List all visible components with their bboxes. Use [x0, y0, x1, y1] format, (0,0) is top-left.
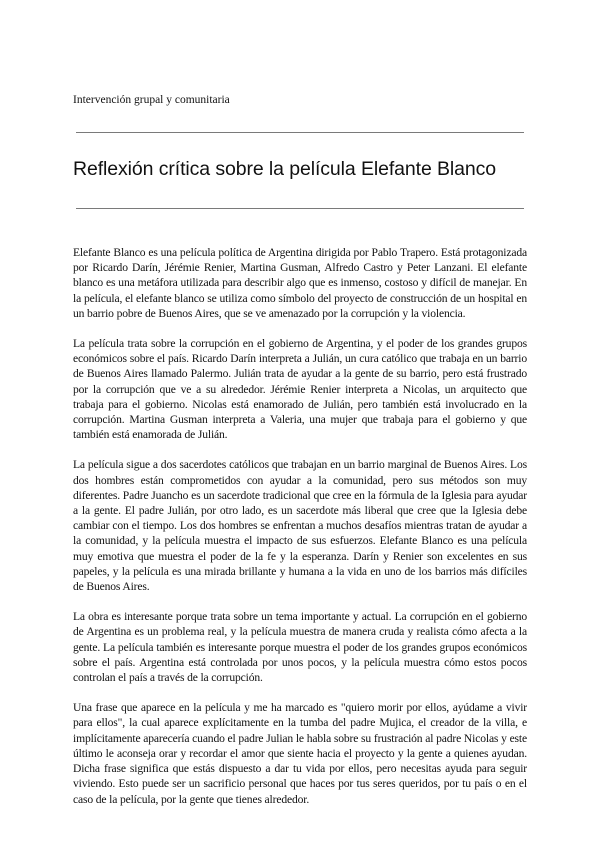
paragraph: La película sigue a dos sacerdotes católicos que trabajan en un barrio marginal de Buenos Aires. Los dos hombres están comprometidos con ayudar a la comunidad, pero sus métodos son muy diferentes. Padre Juancho es un sacerdote tradicional que cree en la fórmula de la Iglesia para ayudar a la gente. El padre Julián, por otro lado, es un sacerdote más liberal que cree que la Iglesia debe cambiar con el tiempo. Los dos hombres se enfrentan a muchos desafíos mientras tratan de ayudar a la comunidad, y la película muestra el impacto de sus esfuerzos. Elefante Blanco es una película muy emotiva que muestra el poder de la fe y la esperanza. Darín y Renier son excelentes en sus papeles, y la película es una mirada brillante y humana a la vida en uno de los barrios más difíciles de Buenos Aires.	[73, 458, 527, 594]
paragraph: Elefante Blanco es una película política de Argentina dirigida por Pablo Trapero. Está protagonizada por Ricardo Darín, Jérémie Renier, Martina Gusman, Alfredo Castro y Peter Lanzani. El elefante blanco es una metáfora utilizada para describir algo que es inmenso, costoso y difícil de manejar. En la película, el elefante blanco se utiliza como símbolo del proyecto de construcción de un hospital en un barrio pobre de Buenos Aires, que se ve amenazado por la corrupción y la violencia.	[73, 246, 527, 320]
document-body	[73, 245, 527, 822]
top-divider	[76, 132, 524, 133]
document-title: Reflexión crítica sobre la película Elefante Blanco	[73, 158, 497, 180]
paragraph: Una frase que aparece en la película y me ha marcado es "quiero morir por ellos, ayúdame a vivir para ellos", la cual aparece explícitamente en la tumba del padre Mujica, el creador de la villa, e implícitamente aparecería cuando el padre Julian le habla sobre su frustración al padre Nicolas y este último le aconseja orar y recordar el amor que siente hacia el proyecto y la gente a quienes ayudan. Dicha frase significa que estás dispuesto a dar tu vida por ellos, pero necesitas ayuda para seguir viviendo. Esto puede ser un sacrificio personal que haces por tus seres queridos, por tu país o en el caso de la película, por la gente que tienes alrededor.	[73, 701, 527, 806]
course-header: Intervención grupal y comunitaria	[73, 94, 230, 106]
paragraph: La película trata sobre la corrupción en el gobierno de Argentina, y el poder de los grandes grupos económicos sobre el país. Ricardo Darín interpreta a Julián, un cura católico que trabaja en un barrio de Buenos Aires llamado Palermo. Julián trata de ayudar a la gente de su barrio, pero está frustrado por la corrupción que ve a su alrededor. Jérémie Renier interpreta a Nicolas, un arquitecto que trabaja para el gobierno. Nicolas está enamorado de Julián, pero también está involucrado en la corrupción. Martina Gusman interpreta a Valeria, una mujer que trabaja para el gobierno y que también está enamorada de Julián.	[73, 337, 527, 442]
paragraph: La obra es interesante porque trata sobre un tema importante y actual. La corrupción en el gobierno de Argentina es un problema real, y la película muestra de manera cruda y realista cómo afecta a la gente. La película también es interesante porque muestra el poder de los grandes grupos económicos sobre el país. Argentina está controlada por unos pocos, y la película muestra cómo estos pocos controlan el país a través de la corrupción.	[73, 610, 527, 685]
title-divider	[76, 208, 524, 209]
